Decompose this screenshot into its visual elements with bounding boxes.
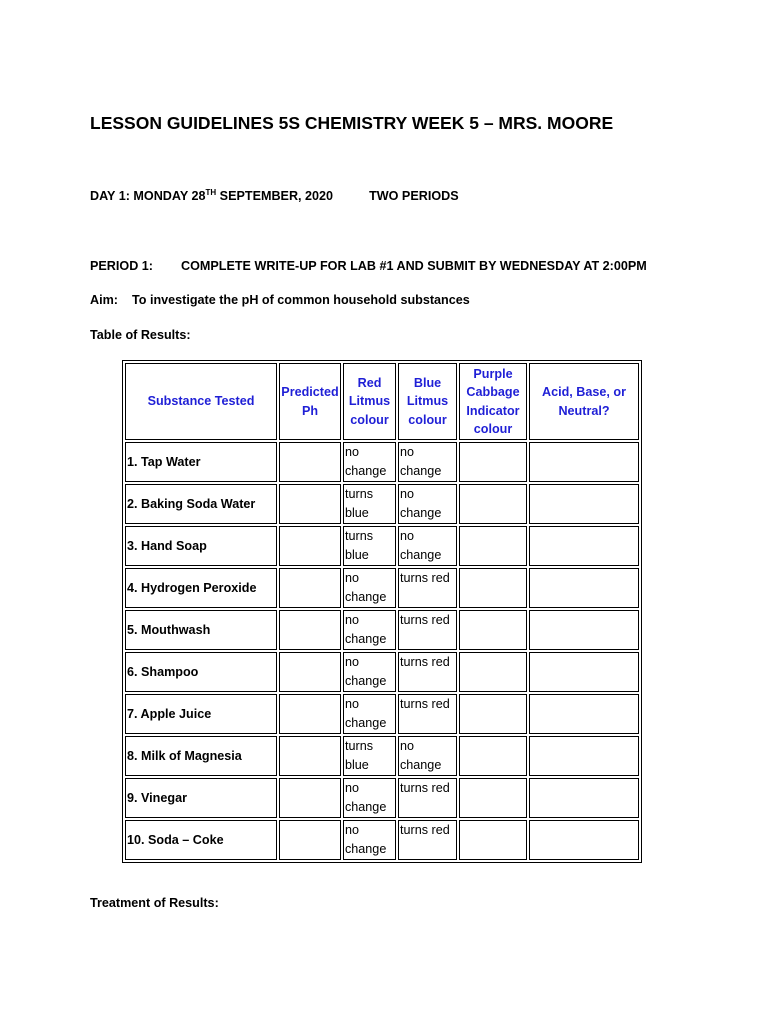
predicted-ph-cell[interactable] (279, 694, 341, 734)
red-litmus-cell (343, 778, 396, 818)
predicted-ph-cell[interactable] (279, 484, 341, 524)
substance-cell: 4. Hydrogen Peroxide (125, 568, 277, 608)
header-predicted-ph (279, 363, 341, 440)
acid-base-neutral-cell[interactable] (529, 526, 639, 566)
header-text: Predicted (281, 385, 339, 399)
blue-litmus-text: no (400, 529, 415, 543)
header-text: Litmus (348, 394, 391, 409)
red-litmus-text: no (345, 823, 360, 837)
cabbage-indicator-cell[interactable] (459, 568, 527, 608)
red-litmus-cell (343, 484, 396, 524)
predicted-ph-cell[interactable] (279, 778, 341, 818)
substance-cell: 1. Tap Water (125, 442, 277, 482)
table-row (125, 442, 639, 482)
blue-litmus-text: change (400, 505, 442, 520)
substance-cell: 7. Apple Juice (125, 694, 277, 734)
header-red-litmus (343, 363, 396, 440)
red-litmus-cell (343, 820, 396, 860)
day-date-suffix: SEPTEMBER, 2020 (216, 189, 334, 203)
red-litmus-text: no (345, 655, 360, 669)
treatment-label: Treatment of Results: (90, 896, 219, 910)
aim-text: To investigate the pH of common household substances (132, 293, 470, 307)
table-row (125, 778, 639, 818)
cabbage-indicator-cell[interactable] (459, 652, 527, 692)
table-row (125, 568, 639, 608)
predicted-ph-cell[interactable] (279, 652, 341, 692)
cabbage-indicator-cell[interactable] (459, 778, 527, 818)
acid-base-neutral-cell[interactable] (529, 568, 639, 608)
blue-litmus-text: turns red (400, 697, 450, 711)
header-text: Ph (301, 403, 319, 418)
substance-cell: 6. Shampoo (125, 652, 277, 692)
red-litmus-cell (343, 526, 396, 566)
red-litmus-text: turns (345, 487, 373, 501)
red-litmus-text: turns (345, 529, 373, 543)
table-header-row (125, 363, 639, 440)
results-table (122, 360, 642, 863)
acid-base-neutral-cell[interactable] (529, 694, 639, 734)
blue-litmus-text: turns red (400, 823, 450, 837)
blue-litmus-text: change (400, 463, 442, 478)
cabbage-indicator-cell[interactable] (459, 610, 527, 650)
blue-litmus-text: no (400, 487, 415, 501)
blue-litmus-text: turns red (400, 571, 450, 585)
period-label: PERIOD 1: (90, 259, 153, 273)
header-acid-base-neutral (529, 363, 639, 440)
blue-litmus-text: turns red (400, 613, 450, 627)
blue-litmus-text: change (400, 547, 442, 562)
header-text: Acid, Base, or (542, 385, 626, 399)
red-litmus-text: blue (345, 547, 369, 562)
period-line (90, 259, 647, 273)
header-text: Litmus (406, 394, 449, 409)
red-litmus-cell (343, 442, 396, 482)
blue-litmus-cell (398, 442, 457, 482)
table-row (125, 736, 639, 776)
acid-base-neutral-cell[interactable] (529, 442, 639, 482)
substance-cell: 5. Mouthwash (125, 610, 277, 650)
red-litmus-cell (343, 610, 396, 650)
red-litmus-text: change (345, 589, 387, 604)
table-row (125, 652, 639, 692)
header-text: Substance Tested (147, 394, 255, 409)
table-row (125, 610, 639, 650)
predicted-ph-cell[interactable] (279, 610, 341, 650)
red-litmus-text: turns (345, 739, 373, 753)
header-text: Indicator (466, 403, 520, 418)
header-blue-litmus (398, 363, 457, 440)
blue-litmus-cell (398, 652, 457, 692)
acid-base-neutral-cell[interactable] (529, 652, 639, 692)
red-litmus-text: no (345, 445, 360, 459)
blue-litmus-cell (398, 694, 457, 734)
header-text: colour (473, 422, 513, 436)
red-litmus-text: blue (345, 757, 369, 772)
cabbage-indicator-cell[interactable] (459, 820, 527, 860)
header-text: Blue (413, 375, 442, 390)
blue-litmus-text: turns red (400, 655, 450, 669)
header-text: Red (357, 375, 382, 390)
day-date-prefix: DAY 1: MONDAY 28 (90, 189, 206, 203)
document-title: LESSON GUIDELINES 5S CHEMISTRY WEEK 5 – MRS. MOORE (90, 113, 614, 133)
blue-litmus-text: turns red (400, 781, 450, 795)
acid-base-neutral-cell[interactable] (529, 778, 639, 818)
red-litmus-cell (343, 736, 396, 776)
predicted-ph-cell[interactable] (279, 526, 341, 566)
acid-base-neutral-cell[interactable] (529, 610, 639, 650)
predicted-ph-cell[interactable] (279, 820, 341, 860)
blue-litmus-cell (398, 610, 457, 650)
predicted-ph-cell[interactable] (279, 568, 341, 608)
red-litmus-text: change (345, 631, 387, 646)
aim-line (90, 293, 470, 307)
blue-litmus-text: change (400, 757, 442, 772)
period-text: COMPLETE WRITE-UP FOR LAB #1 AND SUBMIT BY WEDNESDAY AT 2:00PM (180, 259, 647, 273)
table-row (125, 484, 639, 524)
substance-cell: 2. Baking Soda Water (125, 484, 277, 524)
red-litmus-text: no (345, 571, 360, 585)
substance-cell: 8. Milk of Magnesia (125, 736, 277, 776)
day-date-superscript: TH (205, 188, 217, 197)
red-litmus-text: change (345, 463, 387, 478)
predicted-ph-cell[interactable] (279, 442, 341, 482)
blue-litmus-text: no (400, 445, 415, 459)
substance-cell: 9. Vinegar (125, 778, 277, 818)
red-litmus-text: no (345, 781, 360, 795)
red-litmus-text: change (345, 673, 387, 688)
header-text: colour (350, 412, 389, 427)
substance-cell: 10. Soda – Coke (125, 820, 277, 860)
table-row (125, 526, 639, 566)
red-litmus-text: no (345, 697, 360, 711)
substance-cell: 3. Hand Soap (125, 526, 277, 566)
blue-litmus-cell (398, 736, 457, 776)
red-litmus-cell (343, 694, 396, 734)
red-litmus-text: no (345, 613, 360, 627)
blue-litmus-cell (398, 568, 457, 608)
red-litmus-text: change (345, 715, 387, 730)
blue-litmus-cell (398, 526, 457, 566)
table-label: Table of Results: (90, 328, 191, 342)
aim-label: Aim: (90, 293, 118, 307)
acid-base-neutral-cell[interactable] (529, 484, 639, 524)
blue-litmus-cell (398, 778, 457, 818)
acid-base-neutral-cell[interactable] (529, 736, 639, 776)
header-text: colour (408, 412, 447, 427)
day-line (90, 189, 459, 203)
red-litmus-text: blue (345, 505, 369, 520)
header-text: Cabbage (466, 385, 520, 399)
header-text: Purple (473, 366, 513, 381)
day-periods: TWO PERIODS (369, 189, 459, 203)
predicted-ph-cell[interactable] (279, 736, 341, 776)
cabbage-indicator-cell[interactable] (459, 694, 527, 734)
table-row (125, 694, 639, 734)
red-litmus-cell (343, 652, 396, 692)
header-substance (125, 363, 277, 440)
cabbage-indicator-cell[interactable] (459, 484, 527, 524)
red-litmus-cell (343, 568, 396, 608)
header-text: Neutral? (558, 403, 610, 418)
cabbage-indicator-cell[interactable] (459, 442, 527, 482)
blue-litmus-text: no (400, 739, 415, 753)
acid-base-neutral-cell[interactable] (529, 820, 639, 860)
red-litmus-text: change (345, 841, 387, 856)
blue-litmus-cell (398, 820, 457, 860)
blue-litmus-cell (398, 484, 457, 524)
cabbage-indicator-cell[interactable] (459, 736, 527, 776)
red-litmus-text: change (345, 799, 387, 814)
cabbage-indicator-cell[interactable] (459, 526, 527, 566)
table-row (125, 820, 639, 860)
header-purple-cabbage (459, 363, 527, 440)
